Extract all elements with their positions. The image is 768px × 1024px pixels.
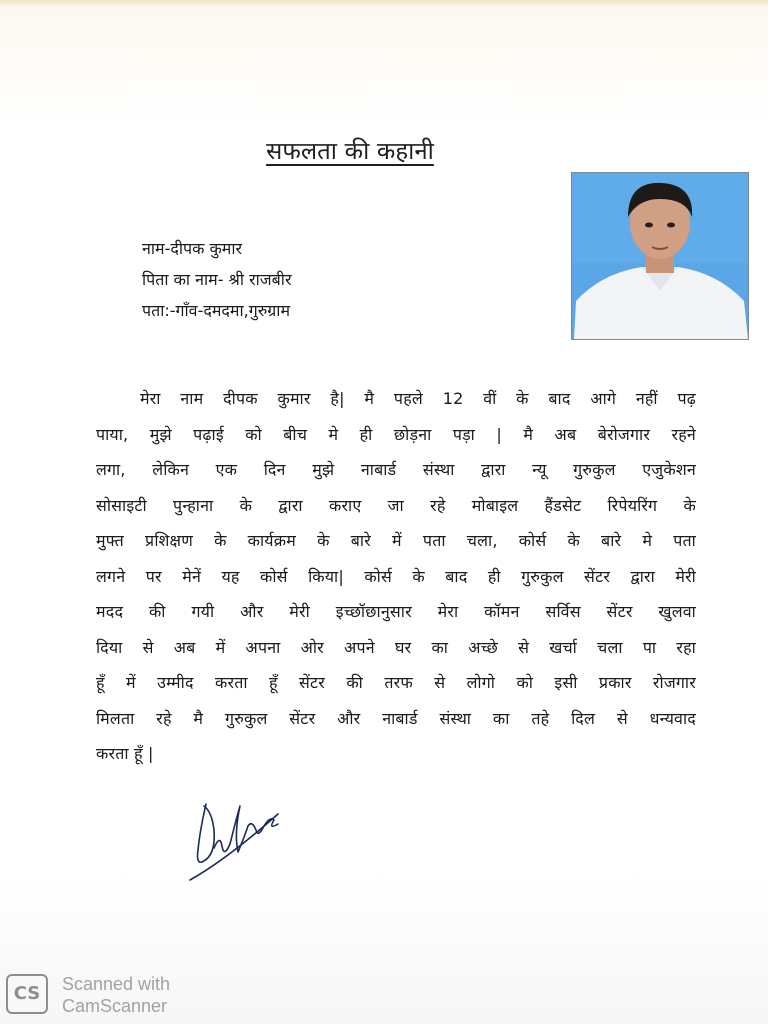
story-line: करता हूँ | xyxy=(96,744,154,763)
story-line: पाया, मुझे पढ़ाई को बीच मे ही छोड़ना पड़ा | मै अब बेरोजगार रहने xyxy=(96,424,696,444)
camscanner-watermark xyxy=(6,972,190,1018)
story-line: मेरा नाम दीपक कुमार है| मै पहले 12 वीं के बाद आगे नहीं पढ़ xyxy=(140,389,696,408)
watermark-text xyxy=(62,973,170,1017)
story-line: सोसाइटी पुन्हाना के द्वारा कराए जा रहे मोबाइल हैंडसेट रिपेयरिंग के xyxy=(96,495,696,515)
watermark-line-2: CamScanner xyxy=(62,996,168,1016)
paper-fold-shadow xyxy=(0,0,768,8)
detail-father-name: पिता का नाम- श्री राजबीर xyxy=(142,270,292,289)
page-title: सफलता की कहानी xyxy=(266,137,434,165)
detail-address: पता:-गाँव-दमदमा,गुरुग्राम xyxy=(142,301,291,320)
handwritten-signature xyxy=(186,790,286,886)
story-line: लगने पर मेनें यह कोर्स किया| कोर्स के बाद ही गुरुकुल सेंटर द्वारा मेरी xyxy=(96,566,696,586)
story-line: दिया से अब में अपना ओर अपने घर का अच्छे से खर्चा चला पा रहा xyxy=(96,637,696,657)
detail-name: नाम-दीपक कुमार xyxy=(142,239,243,258)
camscanner-logo-icon: CS xyxy=(6,974,48,1014)
watermark-line-1: Scanned with xyxy=(62,974,171,994)
applicant-photo xyxy=(571,172,749,340)
story-line: मुफ्त प्रशिक्षण के कार्यक्रम के बारे में पता चला, कोर्स के बारे मे पता xyxy=(96,531,696,550)
story-line: लगा, लेकिन एक दिन मुझे नाबार्ड संस्था द्वारा न्यू गुरुकुल एजुकेशन xyxy=(96,460,696,479)
story-line: मदद की गयी और मेरी इच्छॉछानुसार मेरा कॉमन सर्विस सेंटर खुलवा xyxy=(96,602,696,621)
story-line: हूँ में उम्मीद करता हूँ सेंटर की तरफ से लोगो को इसी प्रकार रोजगार xyxy=(96,673,696,692)
story-line: मिलता रहे मै गुरुकुल सेंटर और नाबार्ड संस्था का तहे दिल से धन्यवाद xyxy=(96,708,696,728)
story-paragraph xyxy=(96,381,696,772)
personal-details xyxy=(142,233,292,326)
